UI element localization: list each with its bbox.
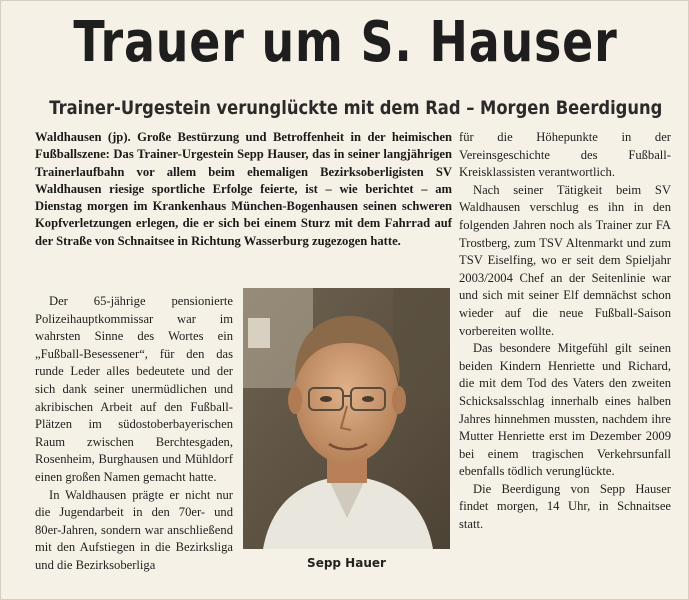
right-text-column — [459, 129, 671, 534]
body-paragraph: Nach seiner Tätigkeit beim SV Waldhausen verschlug es ihn in den folgenden Jahren noch als Trainer zur FA Trostberg, zum TSV Altenmarkt und zum TSV Eiselfing, wo er seit dem Spieljahr 2003/2004 Chef an der Seitenlinie war und sich mit seiner Elf demnächst schon wieder auf die neue Fußball-Saison vorbereiten wollte. — [459, 182, 671, 338]
body-paragraph: Der 65-jährige pensionierte Polizeihauptkommissar war im wahrsten Sinne des Wortes ein „Fußball-Besessener“, für den das runde Leder alles bedeutete und der sich dank seiner unermüdlichen und akribischen Arbeit auf den Fußball-Plätzen im südostoberbayerischen Raum zwischen Berchtesgaden, Rosenheim, Burghausen und Mühldorf einen großen Namen gemacht hatte. — [35, 294, 233, 484]
body-paragraph: für die Höhepunkte in der Vereinsgeschichte des Fußball-Kreisklassisten verantwortlich. — [459, 130, 671, 180]
body-paragraph: Die Beerdigung von Sepp Hauser findet morgen, 14 Uhr, in Schnaitsee statt. — [459, 481, 671, 532]
left-text-column — [35, 293, 233, 575]
lead-paragraph: Waldhausen (jp). Große Bestürzung und Betroffenheit in der heimischen Fußballszene: Das Trainer-Urgestein Sepp Hauser, das in seiner langjährigen Trainerlaufbahn vor allem beim ehemaligen Bezirksoberligisten SV Waldhausen riesige sportliche Erfolge feierte, ist – wie berichtet – am Dienstag morgen im Krankenhaus München-Bogenhausen seinen schweren Kopfverletzungen erlegen, die er sich bei einem Sturz mit dem Fahrrad auf der Straße von Schnaitsee in Richtung Wasserburg zugezogen hatte. — [35, 130, 452, 248]
subheadline: Trainer-Urgestein verunglückte mit dem Rad – Morgen Beerdigung — [49, 97, 663, 119]
body-paragraph: Das besondere Mitgefühl gilt seinen beiden Kindern Henriette und Richard, die mit dem Tod des Vaters den zweiten Schicksalsschlag innerhalb eines halben Jahres hinnehmen mussten, nachdem ihre Mutter Henriette erst im Dezember 2009 bei einem tragischen Verkehrsunfall ebenfalls tödlich verunglückte. — [459, 341, 671, 479]
body-paragraph: In Waldhausen prägte er nicht nur die Jugendarbeit in den 70er- und 80er-Jahren, sondern war anschließend mit den Aufstiegen in die Bezirksliga und die Bezirksoberliga — [35, 487, 233, 572]
headline: Trauer um S. Hauser — [73, 10, 618, 75]
photo-caption: Sepp Hauer — [307, 556, 386, 570]
portrait-photo — [243, 288, 450, 549]
